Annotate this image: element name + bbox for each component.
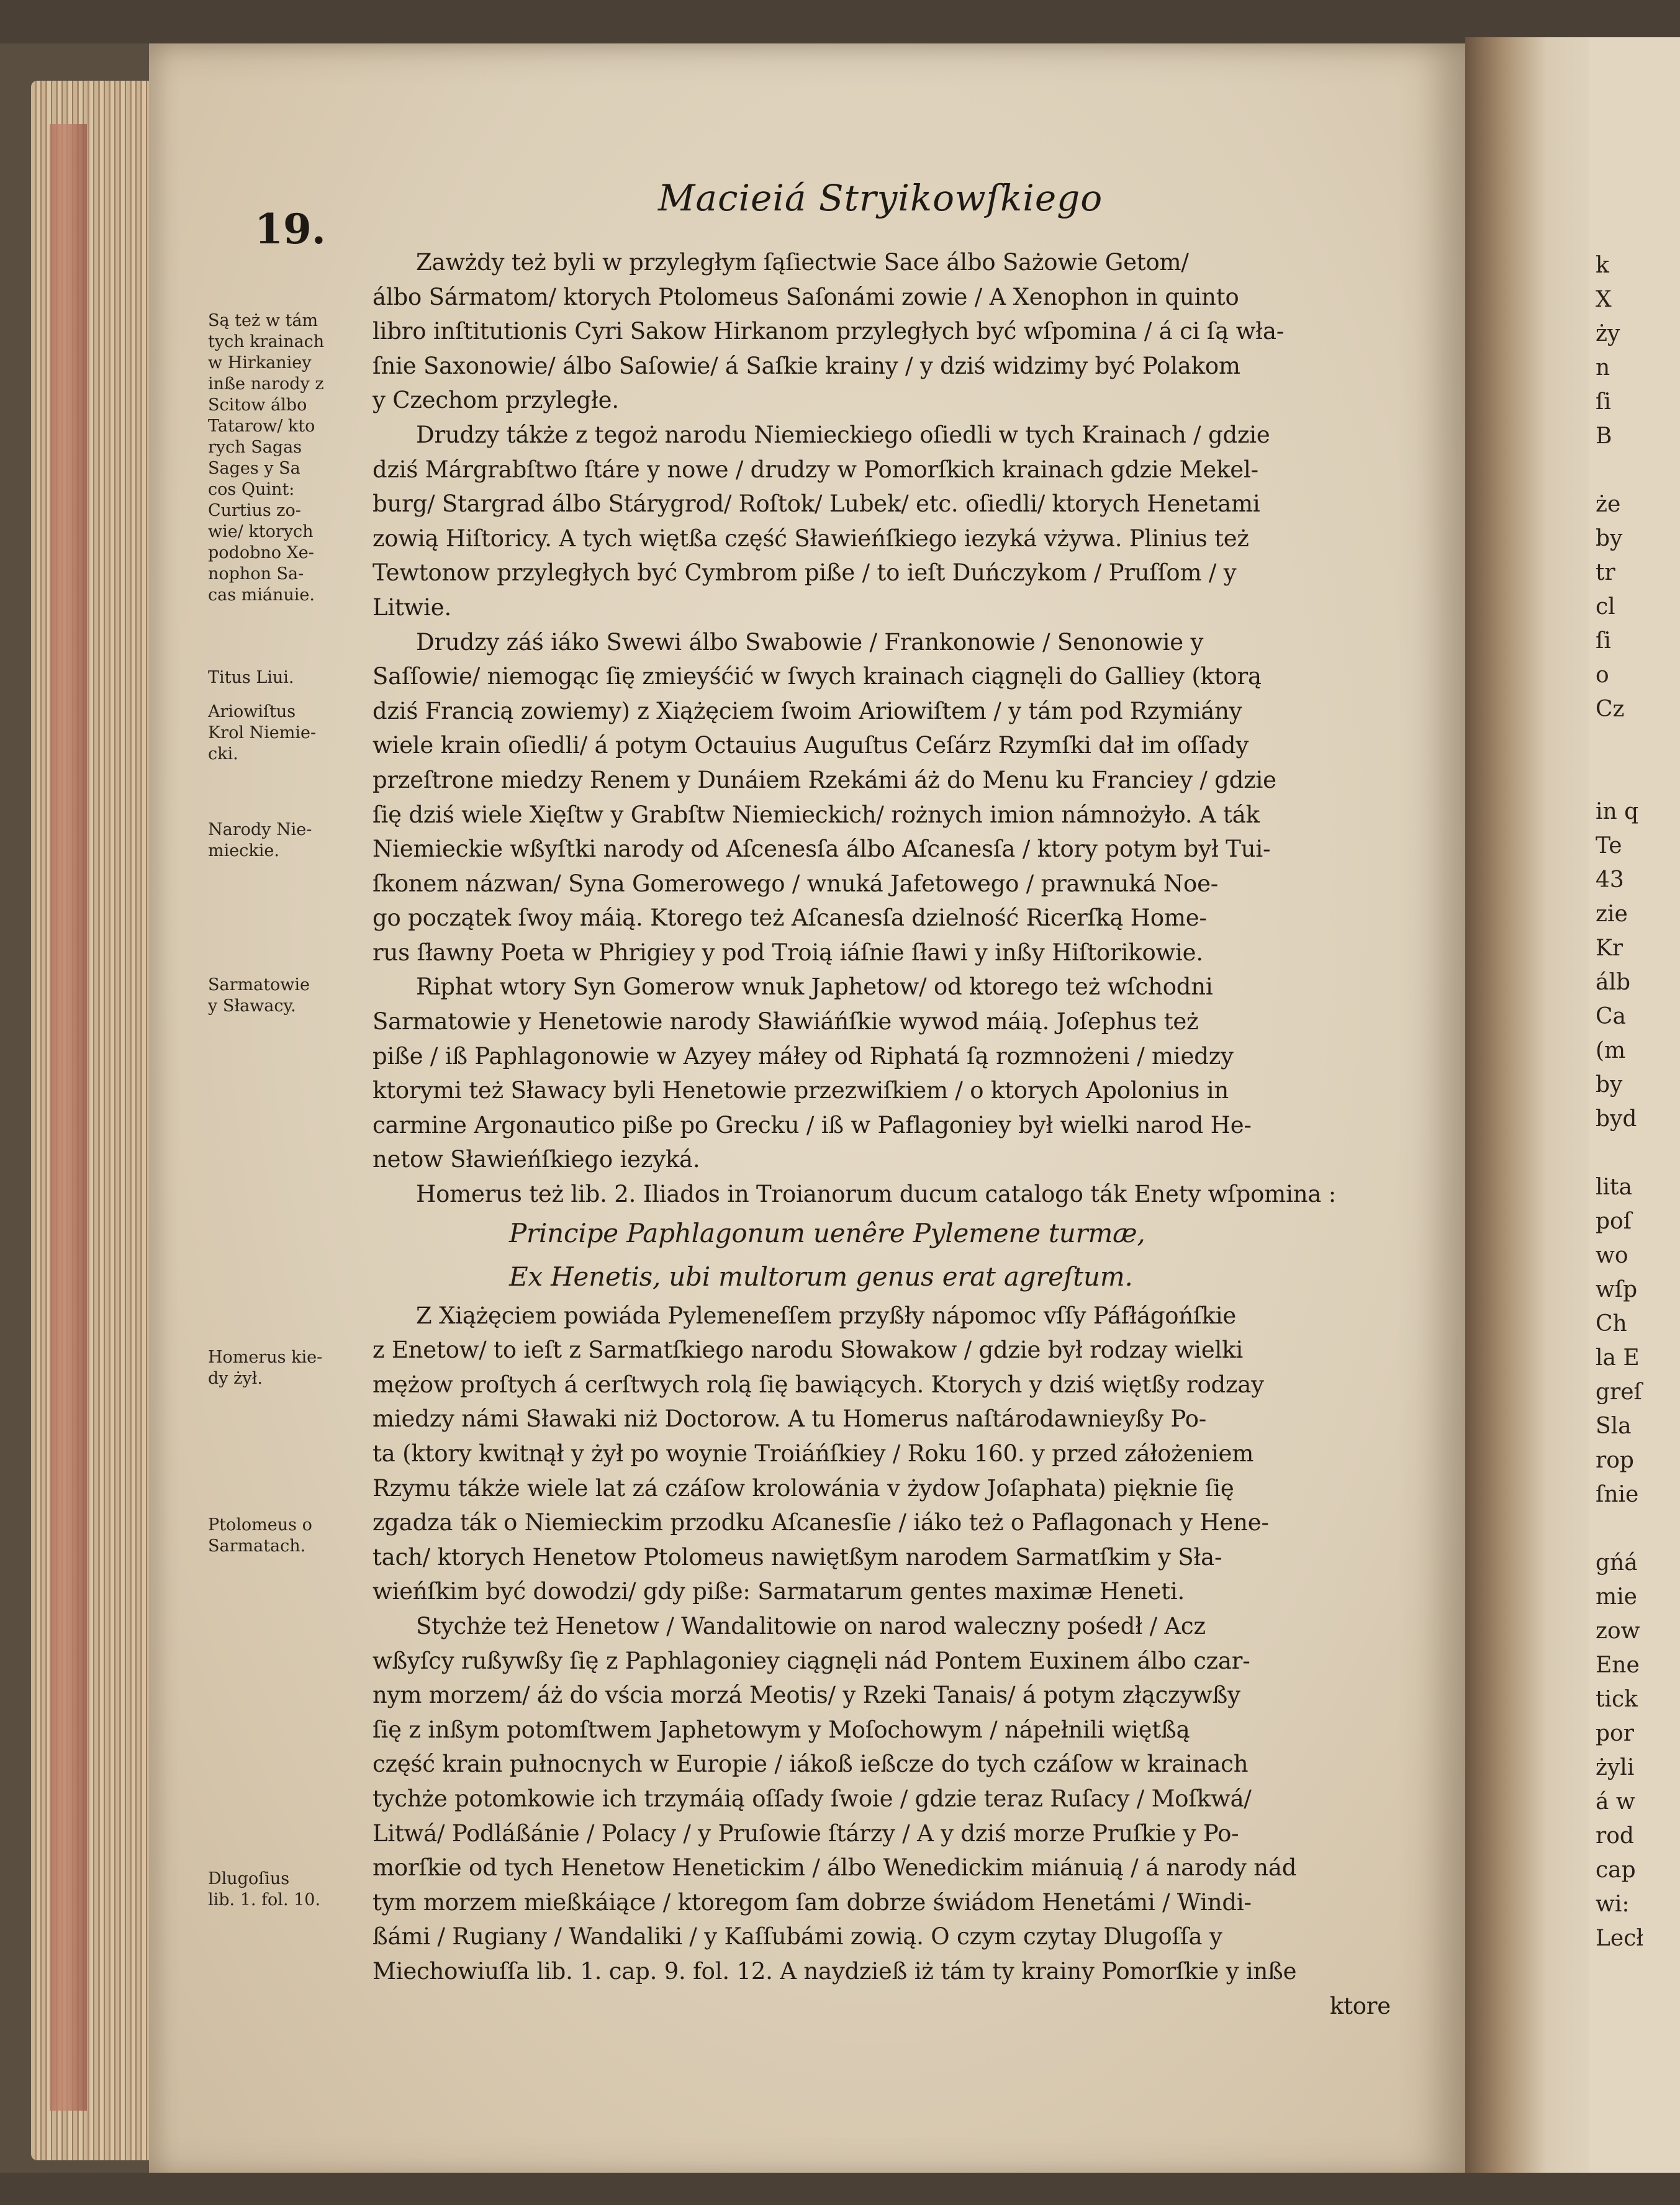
marginal-note-line: cos Quint:: [208, 480, 295, 499]
facing-page-fragment: 43: [1596, 867, 1624, 893]
text-line: Drudzy tákże z tegoż narodu Niemieckiego oſiedli w tych Krainach / gdzie: [416, 421, 1270, 448]
text-line: zowią Hiſtoricy. A tych więtßa część Sławieńſkiego iezyká vżywa. Plinius też: [373, 525, 1249, 552]
text-line: carmine Argonautico piße po Grecku / iß w Paflagoniey był wielki narod He-: [373, 1111, 1252, 1139]
facing-page-fragment: Lecł: [1596, 1926, 1644, 1951]
marginal-note-homerus: [208, 1347, 322, 1389]
marginal-note-sa-tez: [208, 310, 324, 606]
marginal-note-line: inße narody z: [208, 374, 324, 394]
text-line: ſnie Saxonowie/ álbo Saſowie/ á Saſkie krainy / y dziś widzimy być Polakom: [373, 352, 1240, 379]
facing-page-fragment: tick: [1596, 1687, 1638, 1712]
facing-page-fragment: Ca: [1596, 1004, 1627, 1029]
facing-page: [1589, 37, 1680, 2185]
facing-page-fragment: Ene: [1596, 1653, 1640, 1678]
text-line: Litwie.: [373, 593, 452, 621]
text-line: ſię dziś wiele Xięſtw y Grabſtw Niemieckich/ rożnych imion námnożyło. A ták: [373, 801, 1260, 828]
text-line: Ex Henetis, ubi multorum genus erat agreſtum.: [509, 1261, 1133, 1292]
marginal-note-line: Ariowiſtus: [208, 702, 296, 721]
marginal-note-ariowistus: [208, 701, 316, 765]
marginal-note-narody: [208, 819, 312, 862]
marginal-note-line: Krol Niemie-: [208, 723, 317, 742]
facing-page-fragment: byd: [1596, 1106, 1637, 1132]
facing-page-text: [1589, 248, 1643, 1955]
facing-page-fragment: (m: [1596, 1038, 1626, 1063]
red-edge-stain: [50, 124, 87, 2111]
facing-page-fragment: Te: [1596, 833, 1622, 859]
marginal-note-line: Narody Nie-: [208, 820, 312, 839]
text-line: tym morzem mießkáiące / ktoregom ſam dobrze świádom Henetámi / Windi-: [373, 1888, 1252, 1916]
facing-page-fragment: [1589, 726, 1643, 760]
text-line: tychże potomkowie ich trzymáią oſſady ſwoie / gdzie teraz Ruſacy / Moſkwá/: [373, 1785, 1252, 1812]
facing-page-fragment: in q: [1596, 799, 1639, 824]
text-line: przeſtrone miedzy Renem y Dunáiem Rzekámi áż do Menu ku Franciey / gdzie: [373, 766, 1276, 793]
text-line: Saſſowie/ niemogąc ſię zmieyśćić w ſwych krainach ciągnęli do Galliey (ktorą: [373, 663, 1262, 690]
marginal-note-line: cki.: [208, 744, 238, 764]
marginal-note-line: Sages y Sa: [208, 459, 300, 478]
text-line: piße / iß Paphlagonowie w Azyey máłey od Riphatá ſą rozmnożeni / miedzy: [373, 1042, 1234, 1070]
facing-page-fragment: á w: [1596, 1789, 1635, 1815]
text-line: Sarmatowie y Henetowie narody Sławiáńſkie wywod máią. Joſephus też: [373, 1008, 1199, 1035]
marginal-note-line: rych Sagas: [208, 438, 302, 457]
facing-page-fragment: por: [1596, 1721, 1634, 1746]
marginal-note-line: podobno Xe-: [208, 543, 314, 562]
text-line: Niemieckie wßyſtki narody od Aſcenesſa álbo Aſcanesſa / ktory potym był Tui-: [373, 836, 1271, 863]
facing-page-fragment: Kr: [1596, 936, 1624, 961]
facing-page-fragment: poſ: [1596, 1209, 1632, 1234]
facing-page-fragment: [1589, 1136, 1643, 1170]
facing-page-fragment: wo: [1596, 1243, 1628, 1268]
facing-page-fragment: Cz: [1596, 697, 1625, 722]
text-line: libro inſtitutionis Cyri Sakow Hirkanom przyległych być wſpomina / á ci ſą wła-: [373, 318, 1285, 345]
text-line: wiele krain oſiedli/ á potym Octauius Auguſtus Ceſárz Rzymſki dał im oſſady: [373, 732, 1249, 759]
main-text-column: [373, 245, 1391, 2023]
facing-page-fragment: X: [1596, 287, 1612, 312]
marginal-note-line: Tatarow/ kto: [208, 417, 315, 436]
text-line: ßámi / Rugiany / Wandaliki / y Kaſſubámi zowią. O czym czytay Dlugoſſa y: [373, 1923, 1222, 1950]
facing-page-fragment: n: [1596, 355, 1610, 381]
facing-page-fragment: tr: [1596, 560, 1615, 585]
text-line: Zawżdy też byli w przyległym ſąſiectwie Sace álbo Sażowie Getom/: [416, 249, 1189, 276]
facing-page-fragment: mie: [1596, 1584, 1637, 1610]
text-line: z Enetow/ to ieſt z Sarmatſkiego narodu Słowakow / gdzie był rodzay wielki: [373, 1337, 1244, 1364]
text-line: ktore: [1329, 1992, 1391, 2019]
facing-page-fragment: wſp: [1596, 1277, 1638, 1302]
text-line: dziś Márgrabſtwo ſtáre y nowe / drudzy w Pomorſkich krainach gdzie Mekel-: [373, 456, 1258, 483]
text-line: ſię z inßym potomſtwem Japhetowym y Moſochowym / nápełnili więtßą: [373, 1716, 1190, 1743]
facing-page-fragment: gńá: [1596, 1550, 1638, 1576]
facing-page-fragment: zow: [1596, 1618, 1640, 1644]
facing-page-fragment: [1589, 453, 1643, 487]
facing-page-fragment: k: [1596, 253, 1609, 278]
marginal-note-line: Sarmatach.: [208, 1536, 306, 1556]
text-line: mężow proſtych á cerſtwych rolą ſię bawiących. Ktorych y dziś więtßy rodzay: [373, 1371, 1264, 1398]
facing-page-fragment: [1589, 760, 1643, 795]
facing-page-fragment: álb: [1596, 970, 1631, 995]
text-line: miedzy námi Sławaki niż Doctorow. A tu Homerus naſtárodawnieyßy Po-: [373, 1405, 1207, 1433]
facing-page-fragment: zie: [1596, 901, 1628, 927]
text-line: álbo Sármatom/ ktorych Ptolomeus Saſonámi zowie / A Xenophon in quinto: [373, 283, 1239, 310]
text-line: rus ſławny Poeta w Phrigiey y pod Troią iáſnie ſławi y inßy Hiſtorikowie.: [373, 939, 1203, 966]
marginal-note-line: mieckie.: [208, 841, 279, 860]
marginal-note-sarmatowie: [208, 975, 310, 1017]
marginal-note-titus: [208, 667, 294, 688]
text-line: Homerus też lib. 2. Iliados in Troianorum ducum catalogo ták Enety wſpomina :: [416, 1181, 1337, 1208]
facing-page-fragment: żyli: [1596, 1755, 1635, 1780]
text-line: wieńſkim być dowodzi/ gdy piße: Sarmatarum gentes maximæ Heneti.: [373, 1578, 1185, 1605]
marginal-note-line: Są też w tám: [208, 311, 318, 330]
facing-page-fragment: cap: [1596, 1857, 1636, 1883]
marginal-note-line: w Hirkaniey: [208, 353, 312, 372]
text-line: go początek ſwoy máią. Ktorego też Aſcanesſa dzielność Ricerſką Home-: [373, 904, 1207, 932]
text-line: Drudzy záś iáko Swewi álbo Swabowie / Frankonowie / Senonowie y: [416, 628, 1204, 656]
text-line: ſkonem názwan/ Syna Gomerowego / wnuká Jafetowego / prawnuká Noe-: [373, 870, 1219, 897]
background-top: [0, 0, 1680, 43]
text-line: y Czechom przyległe.: [373, 387, 619, 414]
facing-page-fragment: ſi: [1596, 389, 1611, 415]
background-bottom: [0, 2173, 1680, 2205]
marginal-note-line: Dlugoſius: [208, 1869, 290, 1888]
facing-page-fragment: by: [1596, 1072, 1623, 1098]
facing-page-fragment: ſi: [1596, 628, 1611, 654]
facing-page-fragment: la E: [1596, 1345, 1640, 1371]
marginal-note-line: lib. 1. fol. 10.: [208, 1890, 321, 1910]
marginal-note-line: Scitow álbo: [208, 395, 307, 415]
facing-page-fragment: greſ: [1596, 1379, 1642, 1405]
marginal-note-line: Ptolomeus o: [208, 1515, 312, 1535]
text-line: tach/ ktorych Henetow Ptolomeus nawiętßym narodem Sarmatſkim y Sła-: [373, 1543, 1222, 1571]
marginal-note-line: dy żył.: [208, 1369, 263, 1388]
text-line: morſkie od tych Henetow Henetickim / álbo Wenedickim miánuią / á narody nád: [373, 1854, 1297, 1882]
facing-page-fragment: ży: [1596, 321, 1620, 346]
facing-page-fragment: wi:: [1596, 1892, 1630, 1917]
text-line: część krain pułnocnych w Europie / iákoß ießcze do tych czáſow w krainach: [373, 1751, 1249, 1778]
text-line: netow Sławieńſkiego iezyká.: [373, 1146, 700, 1173]
facing-page-fragment: B: [1596, 423, 1612, 449]
facing-page-fragment: ſnie: [1596, 1482, 1639, 1507]
text-line: Riphat wtory Syn Gomerow wnuk Japhetow/ od ktorego też wſchodni: [416, 973, 1213, 1001]
text-line: Litwá/ Podláßánie / Polacy / y Pruſowie ſtárzy / A y dziś morze Pruſkie y Po-: [373, 1819, 1239, 1847]
marginal-note-line: wie/ ktorych: [208, 522, 314, 541]
facing-page-fragment: [1589, 1512, 1643, 1546]
running-header: Macieiá Stryikowſkiego: [658, 177, 1103, 219]
facing-page-fragment: rod: [1596, 1823, 1634, 1849]
text-line: nym morzem/ áż do vścia morzá Meotis/ y Rzeki Tanais/ á potym złączywßy: [373, 1682, 1240, 1709]
marginal-note-line: Curtius zo-: [208, 501, 301, 520]
marginal-note-line: Homerus kie-: [208, 1348, 323, 1367]
marginal-note-line: tych krainach: [208, 332, 325, 351]
marginal-note-line: cas miánuie.: [208, 585, 315, 605]
facing-page-fragment: lita: [1596, 1175, 1632, 1200]
marginal-note-line: Titus Liui.: [208, 668, 294, 687]
text-line: wßyſcy rußywßy ſię z Paphlagoniey ciągnęli nád Pontem Euxinem álbo czar-: [373, 1647, 1250, 1674]
page-number: 19.: [255, 205, 326, 253]
facing-page-fragment: Sla: [1596, 1414, 1632, 1439]
text-line: Z Xiążęciem powiáda Pylemeneſſem przyßły nápomoc vſſy Páfłágońſkie: [416, 1302, 1237, 1329]
text-line: zgadza ták o Niemieckim przodku Aſcanesſie / iáko też o Paflagonach y Hene-: [373, 1509, 1269, 1536]
marginal-note-line: nophon Sa-: [208, 564, 304, 584]
text-line: dziś Francią zowiemy) z Xiążęciem ſwoim Ariowiſtem / y tám pod Rzymiány: [373, 697, 1242, 724]
facing-page-fragment: by: [1596, 526, 1623, 551]
facing-page-fragment: rop: [1596, 1448, 1634, 1473]
marginal-note-ptolomeus: [208, 1515, 312, 1557]
text-line: ta (ktory kwitnął y żył po woynie Troiáńſkiey / Roku 160. y przed záłożeniem: [373, 1440, 1254, 1467]
facing-page-fragment: o: [1596, 662, 1609, 688]
text-line: Principe Paphlagonum uenêre Pylemene turmæ,: [509, 1217, 1145, 1248]
text-line: Miechowiuſſa lib. 1. cap. 9. fol. 12. A naydzieß iż tám ty krainy Pomorſkie y inße: [373, 1957, 1297, 1985]
marginal-note-line: y Sławacy.: [208, 996, 296, 1016]
facing-page-fragment: Ch: [1596, 1311, 1627, 1337]
facing-page-fragment: cl: [1596, 594, 1615, 620]
text-line: Rzymu tákże wiele lat zá czáſow krolowánia v żydow Joſaphata) pięknie ſię: [373, 1474, 1234, 1502]
marginal-note-line: Sarmatowie: [208, 975, 310, 994]
text-line: burg/ Stargrad álbo Stárygrod/ Roſtok/ Lubek/ etc. oſiedli/ ktorych Henetami: [373, 490, 1260, 518]
marginal-note-dlugosius: [208, 1869, 320, 1911]
facing-page-fragment: że: [1596, 492, 1621, 517]
text-line: Tewtonow przyległych być Cymbrom piße / to ieſt Duńczykom / Pruſſom / y: [373, 559, 1237, 587]
text-line: ktorymi też Sławacy byli Henetowie przezwiſkiem / o ktorych Apolonius in: [373, 1077, 1229, 1104]
text-line: Stychże też Henetow / Wandalitowie on narod waleczny pośedł / Acz: [416, 1612, 1206, 1639]
